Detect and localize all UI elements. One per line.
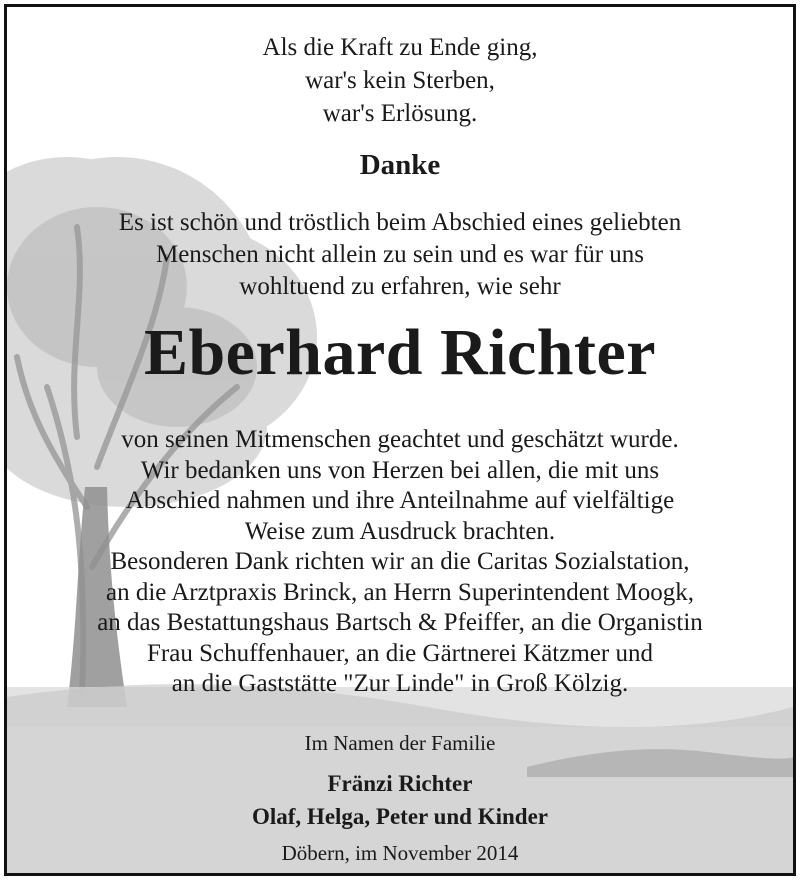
intro-line: Menschen nicht allein zu sein und es war für uns [155,241,645,268]
deceased-name: Eberhard Richter [143,316,657,389]
intro-line: Es ist schön und tröstlich beim Abschied eines geliebten [118,209,682,236]
family-name-line: Fränzi Richter [327,771,473,796]
memorial-verse [7,31,793,130]
body-line: an die Arztpraxis Brinck, an Herrn Superintendent Moogk, [105,578,695,606]
obituary-notice [4,4,796,876]
body-line: Wir bedanken uns von Herzen bei allen, die mit uns [140,456,660,484]
thanks-paragraph [7,425,793,700]
family-name-line: Olaf, Helga, Peter und Kinder [251,804,548,829]
body-line: an die Gaststätte "Zur Linde" in Groß Kölzig. [171,670,629,697]
family-names [7,767,793,833]
body-line: Weise zum Ausdruck brachten. [244,517,556,545]
body-line: an das Bestattungshaus Bartsch & Pfeiffer, an die Organistin [97,609,703,636]
body-line: von seinen Mitmenschen geachtet und geschätzt wurde. [121,426,679,453]
body-line: Abschied nahmen und ihre Anteilnahme auf vielfältige [125,487,675,514]
verse-line: war's Erlösung. [322,100,478,127]
intro-line: wohltuend zu erfahren, wie sehr [239,273,561,300]
signature-intro: Im Namen der Familie [304,731,496,755]
verse-line: Als die Kraft zu Ende ging, [262,34,538,61]
verse-line: war's kein Sterben, [305,67,495,94]
body-line: Besonderen Dank richten wir an die Caritas Sozialstation, [110,548,690,575]
place-and-date: Döbern, im November 2014 [281,841,519,865]
body-line: Frau Schuffenhauer, an die Gärtnerei Kätzmer und [147,639,653,667]
intro-paragraph [7,207,793,303]
heading-danke: Danke [359,149,441,181]
